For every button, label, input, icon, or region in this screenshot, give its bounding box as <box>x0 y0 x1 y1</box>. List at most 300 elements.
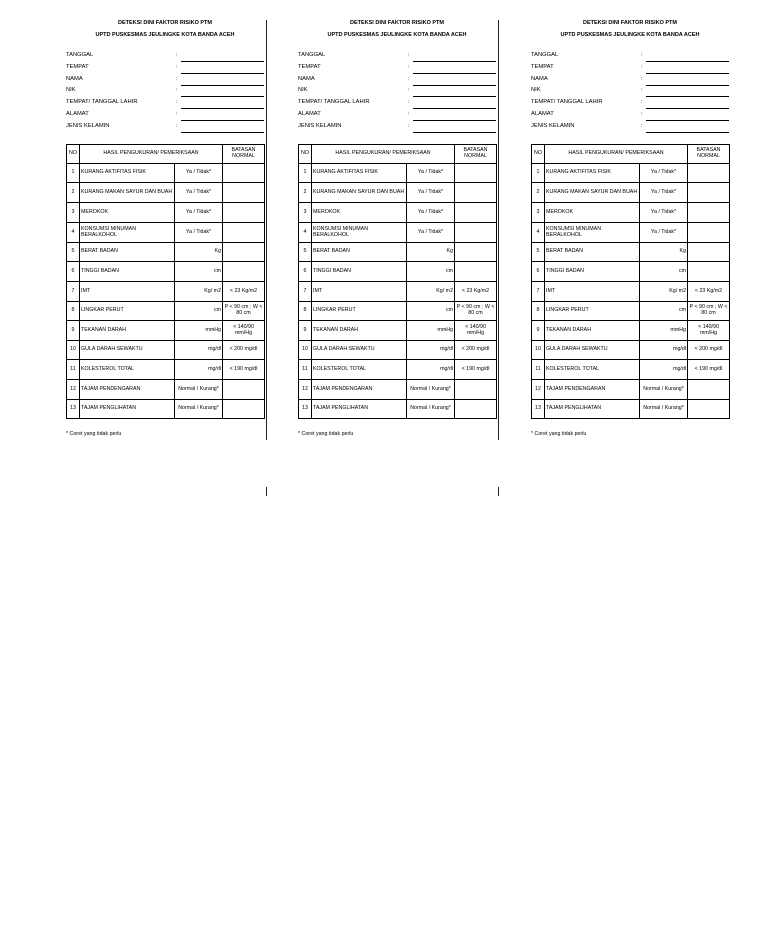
row-item: GULA DARAH SEWAKTU <box>312 341 407 360</box>
field-label: TEMPAT <box>298 64 321 70</box>
row-item: TEKANAN DARAH <box>545 321 640 341</box>
row-limit <box>455 203 497 223</box>
row-value[interactable]: Kg <box>407 243 455 262</box>
form-title: DETEKSI DINI FAKTOR RISIKO PTM <box>582 20 677 26</box>
field-label: NIK <box>66 87 76 93</box>
row-limit: < 140/90 mm/Hg <box>455 321 497 341</box>
row-limit <box>223 164 265 183</box>
field-label: TEMPAT <box>531 64 554 70</box>
row-number: 6 <box>67 262 80 282</box>
table-row <box>299 164 497 183</box>
row-value[interactable]: cm <box>407 302 455 321</box>
row-item: KONSUMSI MINUMAN BERALKOHOL <box>545 223 640 243</box>
field-nama[interactable] <box>531 75 729 86</box>
field-nik[interactable] <box>531 86 729 97</box>
row-number: 9 <box>67 321 80 341</box>
field-colon: : <box>641 76 643 82</box>
row-number: 4 <box>299 223 312 243</box>
row-limit: < 23 Kg/m2 <box>455 282 497 302</box>
header-no: NO <box>532 145 545 164</box>
field-line <box>646 61 729 62</box>
field-tempat-tanggal-lahir[interactable] <box>531 98 729 109</box>
row-item: KURANG MAKAN SAYUR DAN BUAH <box>80 183 175 203</box>
row-limit: < 200 mg/dl <box>223 341 265 360</box>
field-colon: : <box>641 52 643 58</box>
field-colon: : <box>641 123 643 129</box>
row-limit: P < 90 cm ; W < 80 cm <box>223 302 265 321</box>
row-number: 8 <box>299 302 312 321</box>
header-limit: BATASAN NORMAL <box>455 145 497 164</box>
row-item: IMT <box>312 282 407 302</box>
row-item: TEKANAN DARAH <box>312 321 407 341</box>
field-colon: : <box>408 64 410 70</box>
form-subtitle: UPTD PUSKESMAS JEULINGKE KOTA BANDA ACEH <box>95 32 235 38</box>
field-line <box>413 61 496 62</box>
row-item: KURANG AKTIFITAS FISIK <box>80 164 175 183</box>
row-value[interactable]: Normal / Kurang* <box>175 400 223 419</box>
row-limit <box>688 262 730 282</box>
field-line <box>413 120 496 121</box>
field-label: ALAMAT <box>531 111 554 117</box>
row-number: 13 <box>299 400 312 419</box>
field-colon: : <box>641 64 643 70</box>
row-item: LINGKAR PERUT <box>80 302 175 321</box>
field-alamat[interactable] <box>66 110 264 121</box>
field-tanggal[interactable] <box>66 51 264 62</box>
row-limit <box>688 380 730 400</box>
row-limit <box>223 243 265 262</box>
row-item: IMT <box>80 282 175 302</box>
row-value[interactable]: mg/dl <box>407 341 455 360</box>
table-row <box>532 243 730 262</box>
row-value[interactable]: Ya / Tidak* <box>407 223 455 243</box>
row-value[interactable]: Ya / Tidak* <box>175 164 223 183</box>
row-value[interactable]: Normal / Kurang* <box>640 380 688 400</box>
field-line <box>646 73 729 74</box>
table-row <box>67 223 265 243</box>
row-item: IMT <box>545 282 640 302</box>
field-line <box>413 108 496 109</box>
row-limit <box>688 164 730 183</box>
table-row <box>67 262 265 282</box>
table-row <box>299 262 497 282</box>
row-value[interactable]: Normal / Kurang* <box>407 380 455 400</box>
field-alamat[interactable] <box>298 110 496 121</box>
field-line <box>181 96 264 97</box>
row-number: 9 <box>532 321 545 341</box>
field-nama[interactable] <box>298 75 496 86</box>
field-label: TANGGAL <box>531 52 559 58</box>
table-row <box>299 360 497 380</box>
row-limit <box>455 400 497 419</box>
row-item: TINGGI BADAN <box>312 262 407 282</box>
row-number: 9 <box>299 321 312 341</box>
row-number: 11 <box>67 360 80 380</box>
field-label: TANGGAL <box>298 52 326 58</box>
row-limit: < 200 mg/dl <box>455 341 497 360</box>
row-value[interactable]: cm <box>407 262 455 282</box>
field-nik[interactable] <box>298 86 496 97</box>
table-row <box>67 203 265 223</box>
row-number: 2 <box>67 183 80 203</box>
table-header-row <box>532 145 730 164</box>
field-colon: : <box>176 76 178 82</box>
row-limit: < 190 mg/dl <box>455 360 497 380</box>
header-no: NO <box>299 145 312 164</box>
row-value[interactable]: mmHg <box>407 321 455 341</box>
field-colon: : <box>641 111 643 117</box>
field-label: ALAMAT <box>66 111 89 117</box>
row-value[interactable]: Ya / Tidak* <box>640 203 688 223</box>
row-limit: < 190 mg/dl <box>688 360 730 380</box>
field-colon: : <box>176 87 178 93</box>
field-line <box>181 73 264 74</box>
row-limit: P < 90 cm ; W < 80 cm <box>455 302 497 321</box>
row-value[interactable]: mg/dl <box>640 341 688 360</box>
measurement-table <box>66 144 265 419</box>
row-value[interactable]: Ya / Tidak* <box>407 183 455 203</box>
field-label: NAMA <box>531 76 548 82</box>
row-number: 7 <box>67 282 80 302</box>
row-item: KOLESTEROL TOTAL <box>312 360 407 380</box>
field-colon: : <box>176 52 178 58</box>
table-row <box>299 282 497 302</box>
row-limit <box>688 223 730 243</box>
table-row <box>299 223 497 243</box>
field-tanggal[interactable] <box>531 51 729 62</box>
field-colon: : <box>176 123 178 129</box>
measurement-table <box>298 144 497 419</box>
row-limit: P < 90 cm ; W < 80 cm <box>688 302 730 321</box>
row-limit: < 190 mg/dl <box>223 360 265 380</box>
field-line <box>646 96 729 97</box>
field-tempat[interactable] <box>66 63 264 74</box>
row-value[interactable]: cm <box>175 262 223 282</box>
row-value[interactable]: cm <box>640 262 688 282</box>
row-number: 6 <box>532 262 545 282</box>
row-item: TAJAM PENGLIHATAN <box>80 400 175 419</box>
row-limit <box>223 203 265 223</box>
row-limit <box>223 400 265 419</box>
table-row <box>532 380 730 400</box>
field-line <box>646 108 729 109</box>
row-limit <box>455 243 497 262</box>
row-limit <box>455 262 497 282</box>
row-limit <box>223 183 265 203</box>
field-colon: : <box>176 64 178 70</box>
header-limit: BATASAN NORMAL <box>688 145 730 164</box>
field-label: TEMPAT/ TANGGAL LAHIR <box>298 99 370 105</box>
cut-line-2 <box>498 20 499 440</box>
field-label: JENIS KELAMIN <box>298 123 342 129</box>
row-number: 5 <box>67 243 80 262</box>
row-limit <box>688 400 730 419</box>
field-colon: : <box>176 99 178 105</box>
row-value[interactable]: mg/dl <box>175 341 223 360</box>
field-label: NIK <box>298 87 308 93</box>
row-limit <box>688 203 730 223</box>
row-item: KOLESTEROL TOTAL <box>80 360 175 380</box>
row-number: 3 <box>67 203 80 223</box>
row-item: TAJAM PENDENGARAN <box>545 380 640 400</box>
field-line <box>413 132 496 133</box>
row-limit: < 140/90 mm/Hg <box>223 321 265 341</box>
table-row <box>67 400 265 419</box>
row-number: 3 <box>299 203 312 223</box>
row-number: 2 <box>299 183 312 203</box>
row-item: KOLESTEROL TOTAL <box>545 360 640 380</box>
table-row <box>532 282 730 302</box>
row-value[interactable]: cm <box>640 302 688 321</box>
cut-mark-1 <box>266 487 267 496</box>
row-value[interactable]: mg/dl <box>407 360 455 380</box>
table-row <box>299 400 497 419</box>
measurement-table <box>531 144 730 419</box>
row-item: KURANG AKTIFITAS FISIK <box>312 164 407 183</box>
table-row <box>67 164 265 183</box>
row-number: 11 <box>532 360 545 380</box>
header-result: HASIL PENGUKURAN/ PEMERIKSAAN <box>545 145 688 164</box>
table-row <box>532 341 730 360</box>
row-limit <box>455 223 497 243</box>
row-number: 1 <box>67 164 80 183</box>
row-number: 1 <box>532 164 545 183</box>
row-value[interactable]: Kg/ m2 <box>640 282 688 302</box>
form-title: DETEKSI DINI FAKTOR RISIKO PTM <box>349 20 444 26</box>
table-row <box>299 321 497 341</box>
field-label: JENIS KELAMIN <box>531 123 575 129</box>
footnote: * Coret yang tidak perlu <box>66 431 122 437</box>
row-item: LINGKAR PERUT <box>545 302 640 321</box>
table-row <box>532 360 730 380</box>
row-value[interactable]: Ya / Tidak* <box>175 183 223 203</box>
table-row <box>532 262 730 282</box>
field-nik[interactable] <box>66 86 264 97</box>
table-row <box>67 302 265 321</box>
row-value[interactable]: Kg/ m2 <box>175 282 223 302</box>
row-value[interactable]: Kg <box>640 243 688 262</box>
header-limit: BATASAN NORMAL <box>223 145 265 164</box>
row-value[interactable]: Ya / Tidak* <box>175 223 223 243</box>
row-number: 2 <box>532 183 545 203</box>
field-label: NAMA <box>298 76 315 82</box>
field-colon: : <box>641 87 643 93</box>
row-limit: < 23 Kg/m2 <box>688 282 730 302</box>
field-label: NAMA <box>66 76 83 82</box>
field-tempat-tanggal-lahir[interactable] <box>66 98 264 109</box>
row-limit <box>223 380 265 400</box>
row-number: 10 <box>67 341 80 360</box>
field-line <box>413 73 496 74</box>
row-limit <box>455 380 497 400</box>
table-row <box>532 400 730 419</box>
row-number: 8 <box>67 302 80 321</box>
footnote: * Coret yang tidak perlu <box>298 431 354 437</box>
row-number: 4 <box>532 223 545 243</box>
row-value[interactable]: mmHg <box>640 321 688 341</box>
footnote: * Coret yang tidak perlu <box>531 431 587 437</box>
row-number: 3 <box>532 203 545 223</box>
row-value[interactable]: Ya / Tidak* <box>640 223 688 243</box>
field-nama[interactable] <box>66 75 264 86</box>
row-value[interactable]: mg/dl <box>175 360 223 380</box>
table-row <box>67 282 265 302</box>
row-value[interactable]: Ya / Tidak* <box>407 164 455 183</box>
row-item: KURANG AKTIFITAS FISIK <box>545 164 640 183</box>
table-header-row <box>299 145 497 164</box>
field-label: ALAMAT <box>298 111 321 117</box>
row-limit <box>223 223 265 243</box>
row-number: 8 <box>532 302 545 321</box>
field-alamat[interactable] <box>531 110 729 121</box>
table-row <box>532 164 730 183</box>
row-limit <box>455 164 497 183</box>
field-line <box>646 120 729 121</box>
table-row <box>67 321 265 341</box>
field-colon: : <box>176 111 178 117</box>
row-limit <box>455 183 497 203</box>
field-line <box>181 61 264 62</box>
row-item: BERAT BADAN <box>312 243 407 262</box>
table-row <box>532 302 730 321</box>
field-label: TEMPAT/ TANGGAL LAHIR <box>531 99 603 105</box>
row-number: 4 <box>67 223 80 243</box>
field-jenis-kelamin[interactable] <box>531 122 729 133</box>
row-number: 10 <box>532 341 545 360</box>
table-row <box>299 243 497 262</box>
row-value[interactable]: Ya / Tidak* <box>640 183 688 203</box>
table-row <box>532 203 730 223</box>
field-jenis-kelamin[interactable] <box>66 122 264 133</box>
row-item: TAJAM PENDENGARAN <box>80 380 175 400</box>
row-item: KONSUMSI MINUMAN BERALKOHOL <box>312 223 407 243</box>
row-value[interactable]: Kg <box>175 243 223 262</box>
row-limit <box>688 243 730 262</box>
row-item: BERAT BADAN <box>80 243 175 262</box>
table-row <box>67 183 265 203</box>
row-number: 13 <box>67 400 80 419</box>
row-value[interactable]: mg/dl <box>640 360 688 380</box>
row-value[interactable]: Ya / Tidak* <box>407 203 455 223</box>
field-colon: : <box>641 99 643 105</box>
row-item: TAJAM PENGLIHATAN <box>312 400 407 419</box>
row-limit <box>688 183 730 203</box>
row-number: 5 <box>299 243 312 262</box>
row-number: 7 <box>532 282 545 302</box>
field-label: TEMPAT/ TANGGAL LAHIR <box>66 99 138 105</box>
row-item: TINGGI BADAN <box>80 262 175 282</box>
row-item: MEROKOK <box>312 203 407 223</box>
row-item: TINGGI BADAN <box>545 262 640 282</box>
table-row <box>532 223 730 243</box>
row-item: TAJAM PENDENGARAN <box>312 380 407 400</box>
form-subtitle: UPTD PUSKESMAS JEULINGKE KOTA BANDA ACEH <box>327 32 467 38</box>
cut-mark-2 <box>498 487 499 496</box>
table-row <box>299 203 497 223</box>
field-label: TANGGAL <box>66 52 94 58</box>
field-colon: : <box>408 76 410 82</box>
field-colon: : <box>408 111 410 117</box>
field-label: NIK <box>531 87 541 93</box>
field-label: JENIS KELAMIN <box>66 123 110 129</box>
field-line <box>181 132 264 133</box>
field-line <box>181 120 264 121</box>
row-item: TEKANAN DARAH <box>80 321 175 341</box>
table-row <box>299 341 497 360</box>
table-row <box>67 360 265 380</box>
table-header-row <box>67 145 265 164</box>
row-item: GULA DARAH SEWAKTU <box>545 341 640 360</box>
field-tempat-tanggal-lahir[interactable] <box>298 98 496 109</box>
field-colon: : <box>408 99 410 105</box>
row-number: 12 <box>532 380 545 400</box>
field-label: TEMPAT <box>66 64 89 70</box>
row-number: 5 <box>532 243 545 262</box>
table-row <box>299 183 497 203</box>
row-number: 1 <box>299 164 312 183</box>
field-tempat[interactable] <box>531 63 729 74</box>
row-number: 12 <box>299 380 312 400</box>
field-tempat[interactable] <box>298 63 496 74</box>
header-result: HASIL PENGUKURAN/ PEMERIKSAAN <box>312 145 455 164</box>
row-value[interactable]: Ya / Tidak* <box>640 164 688 183</box>
cut-line-1 <box>266 20 267 440</box>
row-number: 10 <box>299 341 312 360</box>
field-jenis-kelamin[interactable] <box>298 122 496 133</box>
form-title: DETEKSI DINI FAKTOR RISIKO PTM <box>117 20 212 26</box>
row-number: 11 <box>299 360 312 380</box>
row-item: MEROKOK <box>80 203 175 223</box>
row-value[interactable]: Normal / Kurang* <box>640 400 688 419</box>
field-line <box>413 96 496 97</box>
row-value[interactable]: Normal / Kurang* <box>175 380 223 400</box>
row-value[interactable]: cm <box>175 302 223 321</box>
header-no: NO <box>67 145 80 164</box>
table-row <box>67 243 265 262</box>
row-number: 12 <box>67 380 80 400</box>
row-value[interactable]: Normal / Kurang* <box>407 400 455 419</box>
row-item: MEROKOK <box>545 203 640 223</box>
row-item: GULA DARAH SEWAKTU <box>80 341 175 360</box>
field-colon: : <box>408 123 410 129</box>
field-line <box>646 132 729 133</box>
row-value[interactable]: Kg/ m2 <box>407 282 455 302</box>
field-colon: : <box>408 87 410 93</box>
table-row <box>532 183 730 203</box>
table-row <box>67 341 265 360</box>
field-tanggal[interactable] <box>298 51 496 62</box>
row-number: 6 <box>299 262 312 282</box>
row-item: KONSUMSI MINUMAN BERALKOHOL <box>80 223 175 243</box>
field-colon: : <box>408 52 410 58</box>
table-row <box>532 321 730 341</box>
row-item: BERAT BADAN <box>545 243 640 262</box>
row-item: KURANG MAKAN SAYUR DAN BUAH <box>545 183 640 203</box>
row-number: 7 <box>299 282 312 302</box>
row-item: TAJAM PENGLIHATAN <box>545 400 640 419</box>
row-limit: < 200 mg/dl <box>688 341 730 360</box>
field-line <box>181 108 264 109</box>
row-value[interactable]: mmHg <box>175 321 223 341</box>
form-subtitle: UPTD PUSKESMAS JEULINGKE KOTA BANDA ACEH <box>560 32 700 38</box>
row-value[interactable]: Ya / Tidak* <box>175 203 223 223</box>
row-item: KURANG MAKAN SAYUR DAN BUAH <box>312 183 407 203</box>
table-row <box>67 380 265 400</box>
table-row <box>299 380 497 400</box>
row-item: LINGKAR PERUT <box>312 302 407 321</box>
row-number: 13 <box>532 400 545 419</box>
row-limit: < 23 Kg/m2 <box>223 282 265 302</box>
